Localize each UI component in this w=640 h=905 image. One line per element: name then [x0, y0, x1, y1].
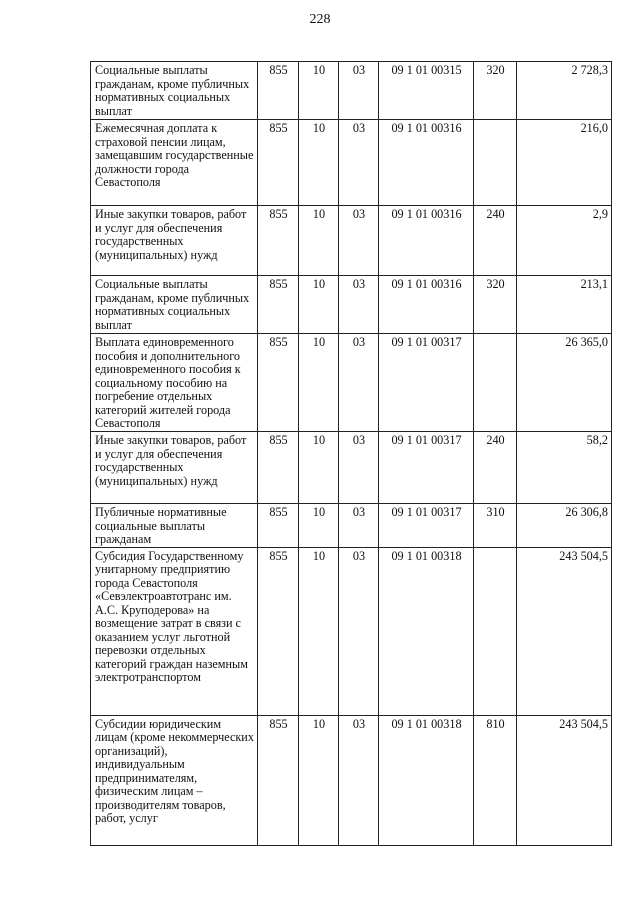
amount-cell: 2,9 [517, 206, 612, 276]
target-article-cell: 09 1 01 00316 [379, 206, 474, 276]
expense-name-cell: Выплата единовременного пособия и дополнительного единовременного пособия к социальному пособию на погребение отдельных категорий жителей города Севастополя [91, 334, 258, 432]
expense-name-cell: Социальные выплаты гражданам, кроме публичных нормативных социальных выплат [91, 62, 258, 120]
expense-type-cell: 240 [474, 206, 517, 276]
budget-table [90, 61, 612, 846]
target-article-cell: 09 1 01 00317 [379, 334, 474, 432]
amount-cell: 243 504,5 [517, 715, 612, 845]
section-code-cell: 10 [299, 276, 339, 334]
amount-cell: 58,2 [517, 432, 612, 504]
section-code-cell: 10 [299, 715, 339, 845]
table-row [91, 276, 612, 334]
subsection-code-cell: 03 [339, 206, 379, 276]
expense-name-cell: Социальные выплаты гражданам, кроме публичных нормативных социальных выплат [91, 276, 258, 334]
ministry-code-cell: 855 [258, 276, 299, 334]
ministry-code-cell: 855 [258, 206, 299, 276]
ministry-code-cell: 855 [258, 120, 299, 206]
subsection-code-cell: 03 [339, 715, 379, 845]
expense-type-cell: 320 [474, 62, 517, 120]
expense-name-cell: Субсидия Государственному унитарному предприятию города Севастополя «Севэлектроавтотранс им. А.С. Круподерова» на возмещение затрат в связи с оказанием услуг льготной перевозки отдельных категорий граждан наземным электротранспортом [91, 547, 258, 715]
amount-cell: 213,1 [517, 276, 612, 334]
ministry-code-cell: 855 [258, 334, 299, 432]
ministry-code-cell: 855 [258, 715, 299, 845]
expense-name-cell: Субсидии юридическим лицам (кроме некоммерческих организаций), индивидуальным предпринимателям, физическим лицам – производителям товаров, работ, услуг [91, 715, 258, 845]
expense-name-cell: Иные закупки товаров, работ и услуг для обеспечения государственных (муниципальных) нужд [91, 206, 258, 276]
subsection-code-cell: 03 [339, 276, 379, 334]
table-row [91, 547, 612, 715]
page-number: 228 [309, 12, 331, 27]
amount-cell: 2 728,3 [517, 62, 612, 120]
expense-type-cell: 240 [474, 432, 517, 504]
section-code-cell: 10 [299, 504, 339, 548]
target-article-cell: 09 1 01 00318 [379, 547, 474, 715]
section-code-cell: 10 [299, 206, 339, 276]
ministry-code-cell: 855 [258, 547, 299, 715]
expense-type-cell: 320 [474, 276, 517, 334]
target-article-cell: 09 1 01 00316 [379, 276, 474, 334]
section-code-cell: 10 [299, 62, 339, 120]
ministry-code-cell: 855 [258, 504, 299, 548]
amount-cell: 243 504,5 [517, 547, 612, 715]
expense-type-cell [474, 547, 517, 715]
section-code-cell: 10 [299, 547, 339, 715]
ministry-code-cell: 855 [258, 62, 299, 120]
expense-type-cell [474, 120, 517, 206]
subsection-code-cell: 03 [339, 432, 379, 504]
target-article-cell: 09 1 01 00318 [379, 715, 474, 845]
subsection-code-cell: 03 [339, 334, 379, 432]
subsection-code-cell: 03 [339, 120, 379, 206]
section-code-cell: 10 [299, 120, 339, 206]
table-row [91, 432, 612, 504]
table-row [91, 334, 612, 432]
expense-type-cell: 810 [474, 715, 517, 845]
table-row [91, 504, 612, 548]
target-article-cell: 09 1 01 00317 [379, 504, 474, 548]
expense-name-cell: Ежемесячная доплата к страховой пенсии лицам, замещавшим государственные должности города Севастополя [91, 120, 258, 206]
amount-cell: 26 365,0 [517, 334, 612, 432]
expense-type-cell [474, 334, 517, 432]
expense-type-cell: 310 [474, 504, 517, 548]
subsection-code-cell: 03 [339, 547, 379, 715]
expense-name-cell: Иные закупки товаров, работ и услуг для обеспечения государственных (муниципальных) нужд [91, 432, 258, 504]
table-row [91, 62, 612, 120]
subsection-code-cell: 03 [339, 504, 379, 548]
table-row [91, 206, 612, 276]
amount-cell: 216,0 [517, 120, 612, 206]
table-row [91, 715, 612, 845]
target-article-cell: 09 1 01 00315 [379, 62, 474, 120]
amount-cell: 26 306,8 [517, 504, 612, 548]
section-code-cell: 10 [299, 334, 339, 432]
section-code-cell: 10 [299, 432, 339, 504]
target-article-cell: 09 1 01 00316 [379, 120, 474, 206]
ministry-code-cell: 855 [258, 432, 299, 504]
table-row [91, 120, 612, 206]
expense-name-cell: Публичные нормативные социальные выплаты гражданам [91, 504, 258, 548]
target-article-cell: 09 1 01 00317 [379, 432, 474, 504]
subsection-code-cell: 03 [339, 62, 379, 120]
